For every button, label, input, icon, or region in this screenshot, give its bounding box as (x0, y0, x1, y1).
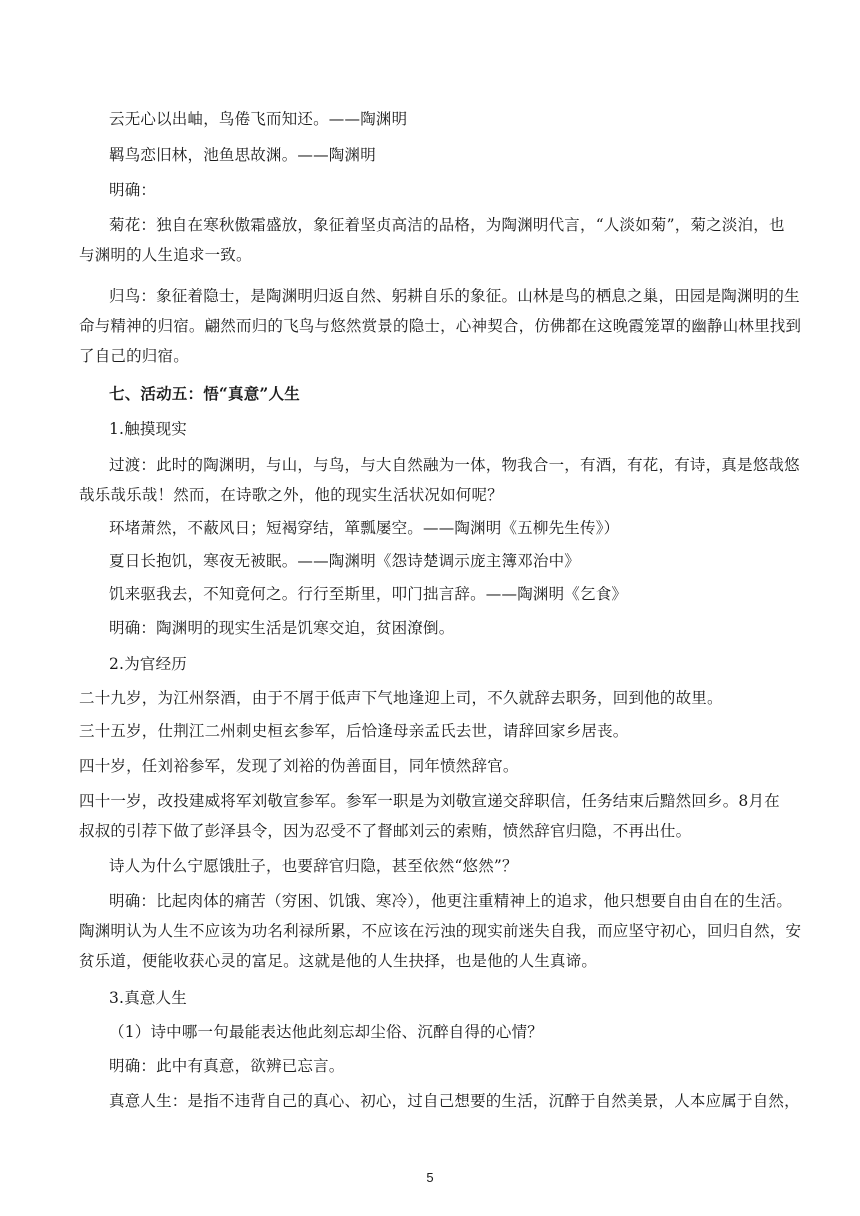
quote-line: 夏日长抱饥，寒夜无被眠。——陶渊明《怨诗楚调示庞主簿邓治中》 (109, 552, 581, 570)
subsection-heading: 2.为官经历 (109, 655, 187, 673)
paragraph-line: 菊花：独自在寒秋傲霜盛放，象征着坚贞高洁的品格，为陶渊明代言，“人淡如菊”，菊之淡泊，也 (109, 216, 785, 234)
paragraph-line: 叔叔的引荐下做了彭泽县令，因为忍受不了督邮刘云的索贿，愤然辞官归隐，不再出仕。 (79, 822, 692, 840)
quote-line: 环堵萧然，不蔽风日；短褐穿结，箪瓢屡空。——陶渊明《五柳先生传》） (109, 519, 620, 537)
quote-line: 饥来驱我去，不知竟何之。行行至斯里，叩门拙言辞。——陶渊明《乞食》 (109, 585, 628, 603)
paragraph-line: 真意人生：是指不违背自己的真心、初心，过自己想要的生活，沉醉于自然美景，人本应属于自然， (109, 1092, 800, 1110)
quote-line: 羁鸟恋旧林，池鱼思故渊。——陶渊明 (109, 146, 376, 164)
paragraph-line: 二十九岁，为江州祭酒，由于不屑于低声下气地逢迎上司，不久就辞去职务，回到他的故里。 (79, 689, 723, 707)
paragraph-line: 诗人为什么宁愿饿肚子，也要辞官归隐，甚至依然“悠然”？ (109, 857, 518, 875)
paragraph-line: 三十五岁，仕荆江二州刺史桓玄参军，后恰逢母亲孟氏去世，请辞回家乡居丧。 (79, 722, 629, 740)
paragraph-line: （1）诗中哪一句最能表达他此刻忘却尘俗、沉醉自得的心情？ (109, 1023, 543, 1041)
paragraph-line: 明确：比起肉体的痛苦（穷困、饥饿、寒冷），他更注重精神上的追求，他只想要自由自在的生活。 (109, 892, 793, 910)
section-heading: 七、活动五：悟“真意”人生 (109, 384, 300, 403)
paragraph-line: 归鸟：象征着隐士，是陶渊明归返自然、躬耕自乐的象征。山林是鸟的栖息之巢，田园是陶渊明的生 (109, 287, 800, 305)
paragraph-line: 四十一岁，改投建威将军刘敬宣参军。参军一职是为刘敬宣递交辞职信，任务结束后黯然回乡。8月在 (79, 792, 780, 810)
subsection-heading: 1.触摸现实 (109, 420, 187, 438)
paragraph-line: 四十岁，任刘裕参军，发现了刘裕的伪善面目，同年愤然辞官。 (79, 757, 519, 775)
page-number: 5 (426, 1170, 434, 1185)
paragraph-line: 了自己的归宿。 (79, 347, 189, 365)
paragraph-line: 陶渊明认为人生不应该为功名利禄所累，不应该在污浊的现实前迷失自我，而应坚守初心，回归自然，安 (79, 922, 802, 940)
subsection-heading: 3.真意人生 (109, 989, 187, 1007)
paragraph-line: 明确： (109, 181, 157, 199)
paragraph-line: 明确：陶渊明的现实生活是饥寒交迫，贫困潦倒。 (109, 619, 455, 637)
quote-line: 云无心以出岫，鸟倦飞而知还。——陶渊明 (109, 110, 408, 128)
paragraph-line: 过渡：此时的陶渊明，与山，与鸟，与大自然融为一体，物我合一，有酒，有花，有诗，真是悠哉悠 (109, 456, 800, 474)
paragraph-line: 明确：此中有真意，欲辨已忘言。 (109, 1057, 345, 1075)
paragraph-line: 贫乐道，便能收获心灵的富足。这就是他的人生抉择，也是他的人生真谛。 (79, 952, 598, 970)
paragraph-line: 与渊明的人生追求一致。 (79, 246, 252, 264)
paragraph-line: 命与精神的归宿。翩然而归的飞鸟与悠然赏景的隐士，心神契合，仿佛都在这晚霞笼罩的幽静山林里找到 (79, 317, 802, 335)
paragraph-line: 哉乐哉乐哉！然而，在诗歌之外，他的现实生活状况如何呢？ (79, 486, 503, 504)
